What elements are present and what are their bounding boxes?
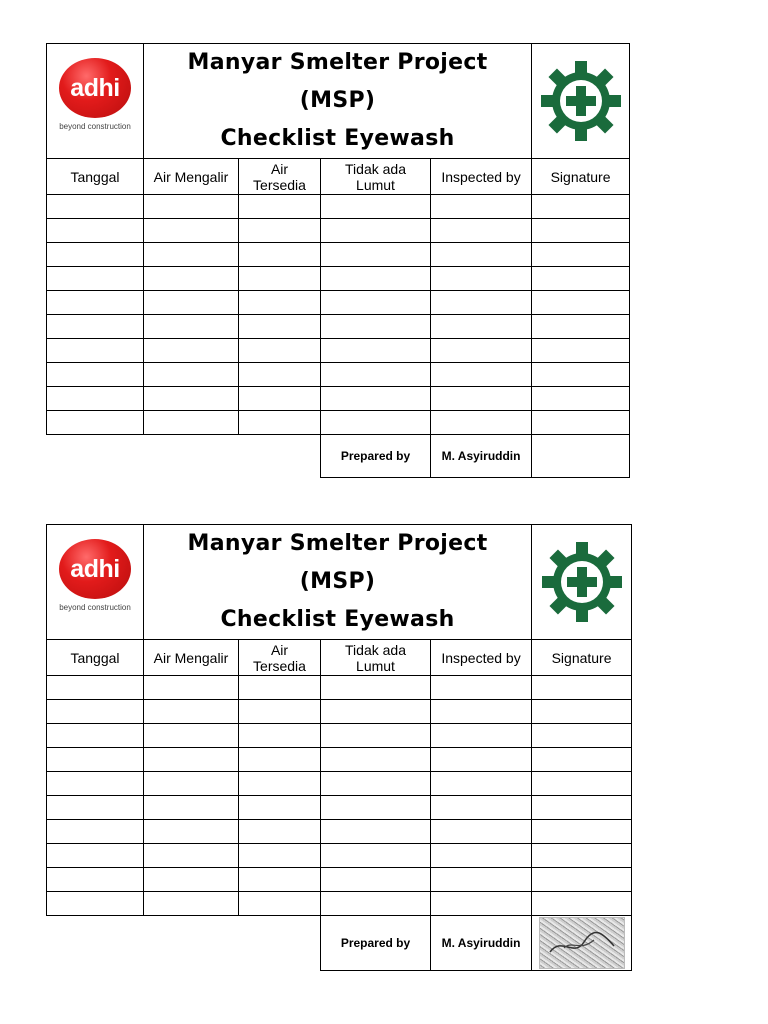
checklist-entry-cell[interactable] — [47, 892, 144, 916]
column-header-tanggal: Tanggal — [47, 640, 144, 676]
checklist-entry-cell[interactable] — [532, 724, 632, 748]
safety-icon-cell — [532, 525, 632, 640]
checklist-entry-cell[interactable] — [144, 796, 239, 820]
checklist-entry-cell[interactable] — [239, 195, 321, 219]
checklist-entry-cell[interactable] — [144, 387, 239, 411]
checklist-form — [46, 43, 629, 478]
checklist-entry-cell[interactable] — [321, 339, 431, 363]
checklist-entry-cell[interactable] — [47, 363, 144, 387]
checklist-entry-cell[interactable] — [239, 796, 321, 820]
checklist-row — [47, 700, 632, 724]
checklist-entry-cell[interactable] — [144, 411, 239, 435]
checklist-entry-cell[interactable] — [47, 868, 144, 892]
checklist-entry-cell[interactable] — [321, 724, 431, 748]
checklist-entry-cell[interactable] — [47, 772, 144, 796]
checklist-row — [47, 195, 630, 219]
checklist-entry-cell[interactable] — [431, 796, 532, 820]
checklist-entry-cell[interactable] — [321, 363, 431, 387]
column-header-signature: Signature — [532, 640, 632, 676]
title-line: Checklist Eyewash — [220, 607, 455, 632]
checklist-entry-cell[interactable] — [321, 267, 431, 291]
checklist-entry-cell[interactable] — [321, 772, 431, 796]
checklist-row — [47, 363, 630, 387]
checklist-entry-cell[interactable] — [321, 219, 431, 243]
checklist-entry-cell[interactable] — [144, 291, 239, 315]
checklist-entry-cell[interactable] — [321, 411, 431, 435]
checklist-entry-cell[interactable] — [239, 820, 321, 844]
checklist-entry-cell[interactable] — [321, 844, 431, 868]
checklist-entry-cell[interactable] — [532, 243, 630, 267]
checklist-row — [47, 291, 630, 315]
checklist-entry-cell[interactable] — [47, 724, 144, 748]
checklist-entry-cell[interactable] — [239, 219, 321, 243]
checklist-entry-cell[interactable] — [47, 748, 144, 772]
checklist-entry-cell[interactable] — [532, 315, 630, 339]
checklist-entry-cell[interactable] — [321, 796, 431, 820]
checklist-entry-cell[interactable] — [321, 748, 431, 772]
checklist-entry-cell[interactable] — [431, 820, 532, 844]
column-header-inspected-by: Inspected by — [431, 640, 532, 676]
checklist-entry-cell[interactable] — [431, 892, 532, 916]
column-header-tidak-ada-lumut: Tidak ada Lumut — [321, 159, 431, 195]
checklist-entry-cell[interactable] — [431, 195, 532, 219]
checklist-entry-cell[interactable] — [431, 411, 532, 435]
checklist-entry-cell[interactable] — [431, 772, 532, 796]
checklist-entry-cell[interactable] — [239, 387, 321, 411]
checklist-entry-cell[interactable] — [532, 291, 630, 315]
checklist-entry-cell[interactable] — [239, 772, 321, 796]
checklist-table — [46, 43, 630, 478]
prepared-signature-cell[interactable] — [532, 916, 632, 971]
checklist-entry-cell[interactable] — [144, 892, 239, 916]
checklist-entry-cell[interactable] — [431, 339, 532, 363]
column-header-air-mengalir: Air Mengalir — [144, 159, 239, 195]
title-line: Manyar Smelter Project — [187, 50, 488, 75]
checklist-entry-cell[interactable] — [532, 219, 630, 243]
checklist-entry-cell[interactable] — [321, 820, 431, 844]
title-line: Manyar Smelter Project — [187, 531, 488, 556]
column-header-tanggal: Tanggal — [47, 159, 144, 195]
checklist-entry-cell[interactable] — [47, 700, 144, 724]
checklist-entry-cell[interactable] — [239, 700, 321, 724]
title-line: Checklist Eyewash — [220, 126, 455, 151]
safety-icon-cell — [532, 44, 630, 159]
checklist-entry-cell[interactable] — [239, 243, 321, 267]
prepared-by-name: M. Asyiruddin — [431, 916, 532, 971]
checklist-entry-cell[interactable] — [144, 315, 239, 339]
checklist-entry-cell[interactable] — [239, 291, 321, 315]
checklist-entry-cell[interactable] — [431, 363, 532, 387]
checklist-entry-cell[interactable] — [144, 219, 239, 243]
checklist-row — [47, 724, 632, 748]
column-header-air-tersedia: Air Tersedia — [239, 159, 321, 195]
checklist-entry-cell[interactable] — [239, 267, 321, 291]
column-header-signature: Signature — [532, 159, 630, 195]
checklist-entry-cell[interactable] — [431, 868, 532, 892]
checklist-row — [47, 267, 630, 291]
checklist-entry-cell[interactable] — [47, 796, 144, 820]
checklist-entry-cell[interactable] — [239, 892, 321, 916]
checklist-entry-cell[interactable] — [532, 411, 630, 435]
checklist-row — [47, 844, 632, 868]
checklist-row — [47, 820, 632, 844]
prepared-signature-cell[interactable] — [532, 435, 630, 478]
checklist-row — [47, 411, 630, 435]
checklist-entry-cell[interactable] — [532, 700, 632, 724]
checklist-entry-cell[interactable] — [532, 868, 632, 892]
checklist-entry-cell[interactable] — [144, 748, 239, 772]
adhi-logo: adhi beyond construction — [55, 539, 135, 625]
checklist-entry-cell[interactable] — [47, 243, 144, 267]
checklist-entry-cell[interactable] — [431, 844, 532, 868]
checklist-entry-cell[interactable] — [321, 387, 431, 411]
prepared-by-name: M. Asyiruddin — [431, 435, 532, 478]
checklist-row — [47, 219, 630, 243]
checklist-entry-cell[interactable] — [532, 820, 632, 844]
checklist-entry-cell[interactable] — [47, 315, 144, 339]
prepared-by-label: Prepared by — [321, 435, 431, 478]
checklist-row — [47, 676, 632, 700]
checklist-entry-cell[interactable] — [47, 339, 144, 363]
checklist-entry-cell[interactable] — [144, 772, 239, 796]
checklist-entry-cell[interactable] — [239, 748, 321, 772]
checklist-entry-cell[interactable] — [532, 339, 630, 363]
checklist-entry-cell[interactable] — [532, 195, 630, 219]
checklist-row — [47, 339, 630, 363]
title-line: (MSP) — [299, 88, 376, 113]
prepared-by-label: Prepared by — [321, 916, 431, 971]
checklist-row — [47, 387, 630, 411]
checklist-entry-cell[interactable] — [47, 844, 144, 868]
checklist-entry-cell[interactable] — [431, 267, 532, 291]
checklist-entry-cell[interactable] — [431, 676, 532, 700]
checklist-entry-cell[interactable] — [321, 315, 431, 339]
checklist-form — [46, 524, 631, 971]
column-header-tidak-ada-lumut: Tidak ada Lumut — [321, 640, 431, 676]
safety-gear-cross-icon — [541, 61, 621, 141]
checklist-entry-cell[interactable] — [532, 844, 632, 868]
adhi-logo: adhi beyond construction — [55, 58, 135, 144]
logo-cell — [47, 525, 144, 640]
checklist-entry-cell[interactable] — [321, 676, 431, 700]
checklist-entry-cell[interactable] — [144, 676, 239, 700]
column-header-air-mengalir: Air Mengalir — [144, 640, 239, 676]
checklist-table — [46, 524, 632, 971]
safety-gear-cross-icon — [542, 542, 622, 622]
form-title — [144, 44, 532, 159]
checklist-entry-cell[interactable] — [532, 796, 632, 820]
checklist-entry-cell[interactable] — [239, 411, 321, 435]
checklist-entry-cell[interactable] — [144, 844, 239, 868]
checklist-entry-cell[interactable] — [144, 267, 239, 291]
column-header-air-tersedia: Air Tersedia — [239, 640, 321, 676]
checklist-entry-cell[interactable] — [47, 195, 144, 219]
checklist-entry-cell[interactable] — [144, 339, 239, 363]
checklist-entry-cell[interactable] — [144, 243, 239, 267]
checklist-entry-cell[interactable] — [239, 315, 321, 339]
checklist-row — [47, 796, 632, 820]
checklist-row — [47, 243, 630, 267]
checklist-entry-cell[interactable] — [431, 748, 532, 772]
checklist-entry-cell[interactable] — [239, 676, 321, 700]
checklist-entry-cell[interactable] — [144, 868, 239, 892]
checklist-entry-cell[interactable] — [431, 219, 532, 243]
checklist-row — [47, 868, 632, 892]
handwritten-signature-image — [539, 917, 625, 969]
checklist-entry-cell[interactable] — [431, 724, 532, 748]
form-title — [144, 525, 532, 640]
checklist-entry-cell[interactable] — [47, 411, 144, 435]
checklist-row — [47, 772, 632, 796]
title-line: (MSP) — [299, 569, 376, 594]
column-header-inspected-by: Inspected by — [431, 159, 532, 195]
checklist-entry-cell[interactable] — [431, 315, 532, 339]
checklist-entry-cell[interactable] — [532, 676, 632, 700]
checklist-entry-cell[interactable] — [47, 291, 144, 315]
checklist-entry-cell[interactable] — [239, 339, 321, 363]
checklist-entry-cell[interactable] — [47, 267, 144, 291]
checklist-entry-cell[interactable] — [532, 387, 630, 411]
checklist-row — [47, 748, 632, 772]
checklist-entry-cell[interactable] — [532, 267, 630, 291]
checklist-row — [47, 315, 630, 339]
checklist-entry-cell[interactable] — [47, 676, 144, 700]
checklist-entry-cell[interactable] — [47, 387, 144, 411]
checklist-entry-cell[interactable] — [532, 748, 632, 772]
checklist-entry-cell[interactable] — [239, 868, 321, 892]
checklist-entry-cell[interactable] — [321, 892, 431, 916]
checklist-entry-cell[interactable] — [321, 700, 431, 724]
checklist-entry-cell[interactable] — [144, 195, 239, 219]
checklist-entry-cell[interactable] — [321, 243, 431, 267]
checklist-row — [47, 892, 632, 916]
checklist-entry-cell[interactable] — [321, 291, 431, 315]
checklist-entry-cell[interactable] — [144, 724, 239, 748]
checklist-entry-cell[interactable] — [144, 363, 239, 387]
checklist-entry-cell[interactable] — [47, 820, 144, 844]
checklist-entry-cell[interactable] — [144, 700, 239, 724]
checklist-entry-cell[interactable] — [321, 195, 431, 219]
checklist-entry-cell[interactable] — [431, 700, 532, 724]
checklist-entry-cell[interactable] — [144, 820, 239, 844]
checklist-entry-cell[interactable] — [47, 219, 144, 243]
logo-cell — [47, 44, 144, 159]
checklist-entry-cell[interactable] — [431, 387, 532, 411]
checklist-entry-cell[interactable] — [431, 291, 532, 315]
checklist-entry-cell[interactable] — [532, 363, 630, 387]
checklist-entry-cell[interactable] — [239, 724, 321, 748]
checklist-entry-cell[interactable] — [239, 363, 321, 387]
checklist-entry-cell[interactable] — [239, 844, 321, 868]
checklist-entry-cell[interactable] — [431, 243, 532, 267]
checklist-entry-cell[interactable] — [321, 868, 431, 892]
checklist-entry-cell[interactable] — [532, 892, 632, 916]
checklist-entry-cell[interactable] — [532, 772, 632, 796]
